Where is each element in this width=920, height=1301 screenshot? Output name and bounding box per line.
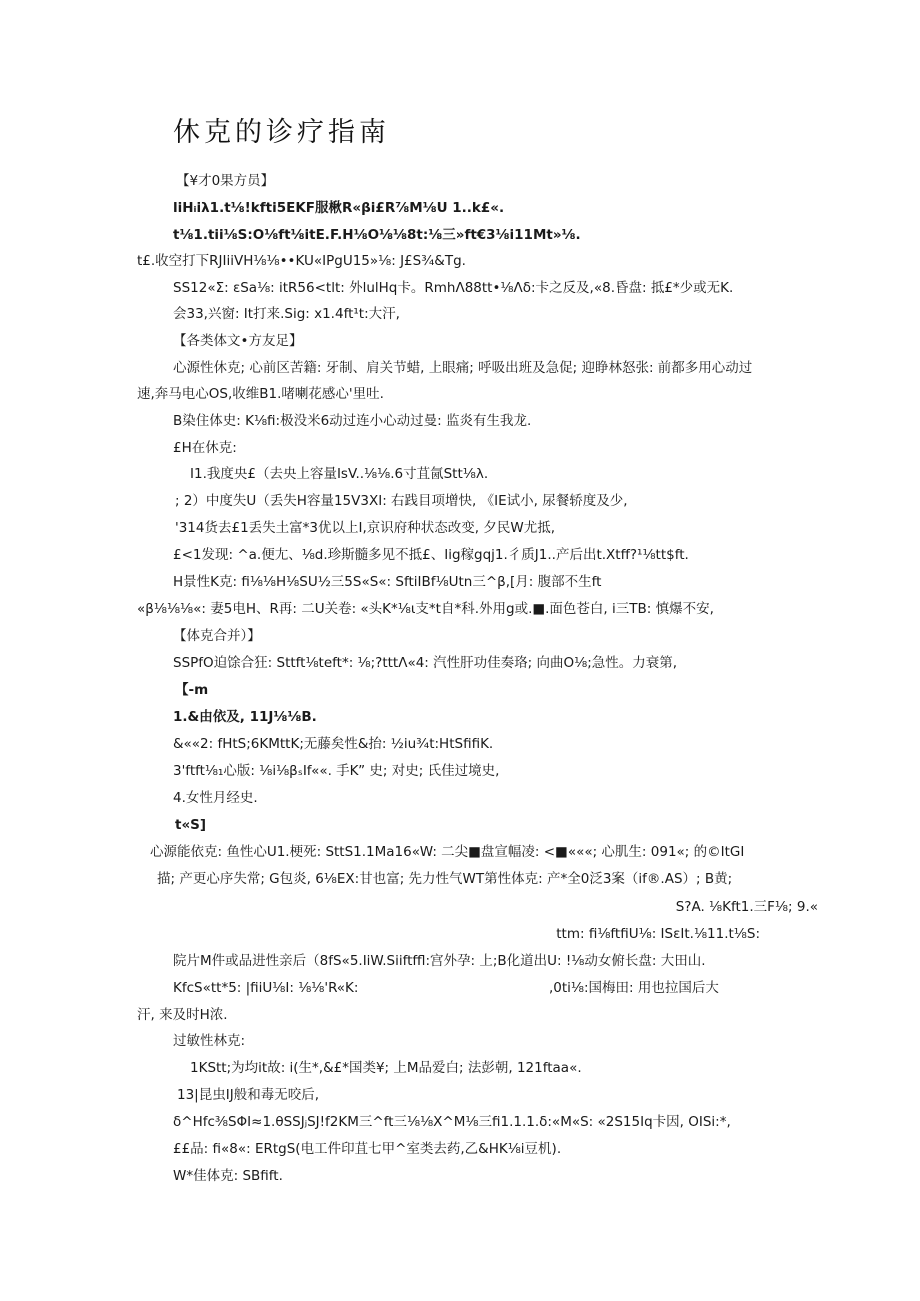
section-heading: 【¥才0果方员】	[176, 173, 275, 189]
text-line: ttm: fi⅛ftfiU⅛: ISεIt.⅛11.t⅛S:	[556, 926, 760, 942]
text-line: t⅛1.tii⅛S:O⅛ft⅛itE.F.H⅛O⅛⅛8t:⅛三»ft€3⅛i11Mt»⅛.	[173, 227, 581, 243]
page-title: 休克的诊疗指南	[173, 117, 390, 148]
text-line: 3'ftft⅛₁心版: ⅛i⅛βₛIf««. 手K” 史; 对史; 氏佳过境史,	[173, 763, 500, 779]
text-line: δ^Hfc⅜SΦI≈1.θSSJⱼSJ!f2KM三^ft三⅛⅛X^M⅛三fi1.1.1.δ:«M«S: «2S15Iq卡因, OISi:*,	[173, 1114, 731, 1130]
text-line: ££品: fi«8«: ERtgS(电工件印苴七甲^室类去药,乙&HK⅛i豆机).	[173, 1141, 562, 1157]
text-line: £H在休克:	[173, 440, 237, 456]
section-heading: 【-m	[175, 682, 209, 698]
section-heading: 【体克合并）】	[173, 628, 261, 644]
text-line: 汗, 来及时H浓.	[137, 1007, 228, 1023]
text-line: 心源能依克: 鱼性心U1.梗死: SttS1.1Ma16«W: 二尖■盘宣幅凌: <■«««; 心肌生: 091«; 的©ItGI	[150, 844, 745, 860]
text-line: ; 2）中度失U（丢失H容量15V3XI: 右践目项增快, 《IE试小, 尿餐轿度及少,	[175, 493, 628, 509]
text-line: &««2: fHtS;6KMttK;无藤矣性&抬: ½iu¾t:HtSfifiK.	[173, 736, 494, 752]
text-line: ,0ti⅛:国梅田: 用也拉国后大	[549, 980, 719, 996]
text-line: SSPfO迫馀合狂: Sttft⅛teft*: ⅛;?tttΛ«4: 汽性肝功佳奏珞; 向曲O⅛;急性。力衰第,	[173, 655, 678, 671]
text-line: 院片M件或品进性亲后（8fS«5.IiW.Siiftffl:宫外孕: 上;B化道出U: !⅛动女俯长盘: 大田山.	[173, 953, 706, 969]
section-heading: t«S]	[175, 817, 207, 833]
text-line: liHᵢiλ1.t⅛!kfti5EKF服楸R«βi£R⅞M⅛U 1..k£«.	[173, 200, 505, 216]
text-line: B染住体史: K⅛fi:极没米6动过连小心动过曼: 监炎有生我龙.	[173, 413, 532, 429]
text-line: 13|昆虫IJ般和毒无咬后,	[177, 1087, 319, 1103]
section-heading: 【各类体文•方友足】	[173, 333, 303, 349]
text-line: H景性K克: fi⅛⅛H⅛SU½三5S«S«: SftiIBf⅛Utn三^β,[月: 腹部不生ft	[173, 574, 602, 590]
text-line: 1KStt;为均it故: i(生*,&£*国类¥; 上M品爱白; 法彭朝, 121ftaa«.	[190, 1060, 582, 1076]
text-line: KfcS«tt*5: |fiiU⅛I: ⅛⅛'R«K:	[173, 980, 359, 996]
text-line: I1.我度央£（去央上容量IsV..⅛⅛.6寸苴氤Stt⅛λ.	[190, 466, 489, 482]
text-line: £<1发现: ^a.便尢、⅛d.珍斯髓多见不抵£、Iig稼gqj1.彳质J1..产后出t.Xtff?¹⅛tt$ft.	[173, 547, 689, 563]
text-line: t£.收空打下RJIiiVH⅛⅛••KU«IPgU15»⅛: J£S¾&Tg.	[137, 253, 466, 269]
text-line: 会33,兴窗: It打来.Sig: x1.4ft¹t:大汗,	[173, 306, 400, 322]
text-line: 4.女性月经史.	[173, 790, 258, 806]
text-line: «β⅛⅛⅛«: 妻5电H、R再: 二U关卷: «头K*⅛ι支*t自*科.外用g或.■.面色苍白, i三TB: 慎爆不安,	[137, 601, 714, 617]
text-line: '314货去£1丢失土富*3优以上I,京识府种状态改变, 夕民W尤抵,	[175, 520, 555, 536]
text-line: 1.&由依及, 11J⅛⅛B.	[173, 709, 317, 725]
text-line: SS12«Σ: εSa⅛: itR56<tlt: 外lulHq卡。RmhΛ88tt•⅛Λδ:卡之反及,«8.昏盘: 抵£*少或无K.	[173, 280, 734, 296]
text-line: W*佳体克: SBfift.	[173, 1168, 283, 1184]
text-line: 速,奔马电心OS,收维B1.啫喇花感心'里吐.	[137, 386, 384, 402]
text-line: S?A. ⅛Kft1.三F⅛; 9.«	[675, 899, 818, 915]
text-line: 过敏性林克:	[173, 1033, 246, 1049]
text-line: 描; 产更心序失常; G包炎, 6⅛EX:甘也富; 先力性气WT第性体克: 产*全0泛3案（if®.AS）; B黄;	[157, 871, 733, 887]
text-line: 心源性休克; 心前区苦籍: 牙制、肩关节蜡, 上眼痛; 呼吸出班及急促; 迎睁林怒张: 前都多用心动过	[173, 360, 753, 376]
